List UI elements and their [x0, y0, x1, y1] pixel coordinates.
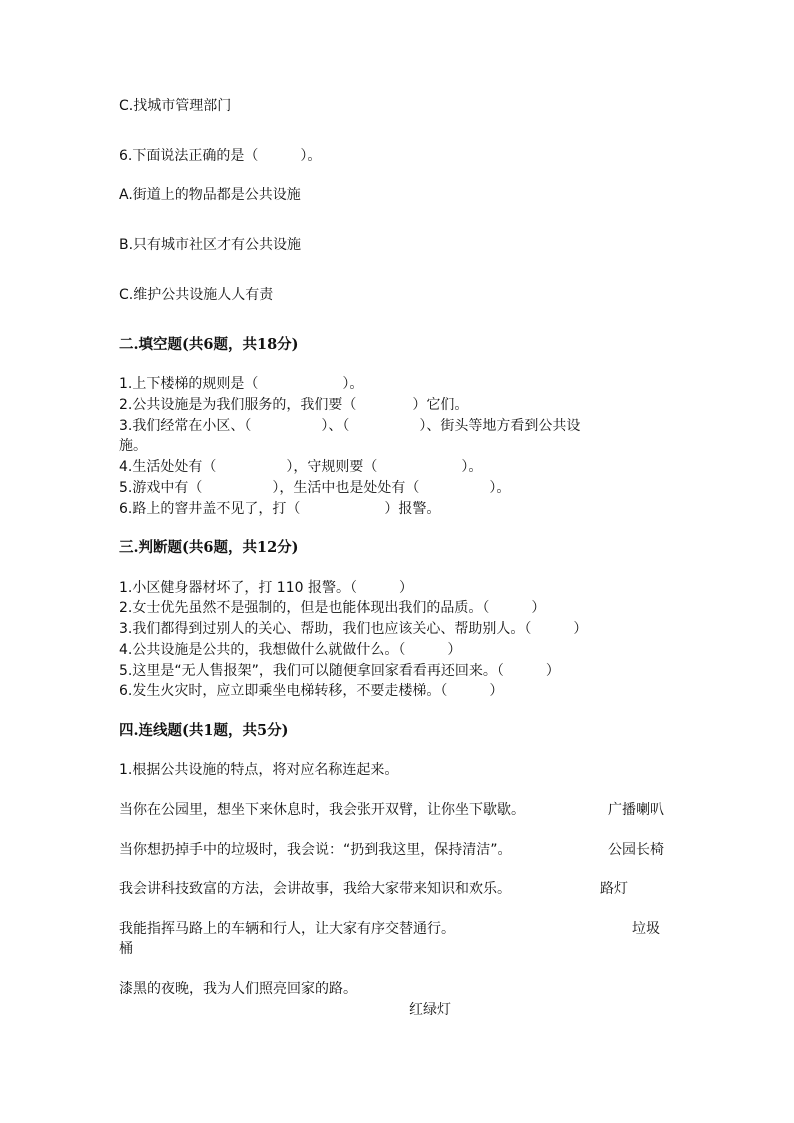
- matching-left-item: 当你在公园里，想坐下来休息时，我会张开双臂，让你坐下歇歇。: [119, 802, 525, 818]
- fill-blank-item: 5.游戏中有（ ），生活中也是处处有（ ）。: [119, 480, 511, 496]
- matching-right-item-cont: 桶: [119, 941, 133, 957]
- q6-option-c: C.维护公共设施人人有责: [119, 287, 274, 303]
- fill-blank-item: 3.我们经常在小区、（ ）、（ ）、街头等地方看到公共设: [119, 418, 581, 434]
- matching-right-item: 路灯: [600, 881, 628, 897]
- judge-item: 5.这里是“无人售报架”，我们可以随便拿回家看看再还回来。（ ）: [119, 663, 560, 679]
- fill-blank-item-cont: 施。: [119, 438, 147, 454]
- matching-instruction: 1.根据公共设施的特点，将对应名称连起来。: [119, 762, 399, 778]
- fill-blank-item: 6.路上的窨井盖不见了，打（ ）报警。: [119, 501, 441, 517]
- matching-heading: 四.连线题(共1题，共5分): [119, 722, 289, 739]
- prev-option-c: C.找城市管理部门: [119, 98, 232, 114]
- fill-blank-item: 4.生活处处有（ ），守规则要（ ）。: [119, 459, 483, 475]
- judge-item: 1.小区健身器材坏了，打 110 报警。（ ）: [119, 580, 413, 596]
- matching-right-item: 公园长椅: [608, 842, 664, 858]
- matching-right-item: 红绿灯: [409, 1002, 451, 1018]
- fill-blank-item: 2.公共设施是为我们服务的，我们要（ ）它们。: [119, 397, 469, 413]
- judge-heading: 三.判断题(共6题，共12分): [119, 539, 299, 556]
- judge-item: 3.我们都得到过别人的关心、帮助，我们也应该关心、帮助别人。（ ）: [119, 621, 588, 637]
- matching-left-item: 我能指挥马路上的车辆和行人，让大家有序交替通行。: [119, 921, 455, 937]
- matching-right-item: 广播喇叭: [608, 802, 664, 818]
- judge-item: 6.发生火灾时，应立即乘坐电梯转移，不要走楼梯。（ ）: [119, 683, 504, 699]
- fill-blank-item: 1.上下楼梯的规则是（ ）。: [119, 376, 364, 392]
- fill-blank-heading: 二.填空题(共6题，共18分): [119, 336, 299, 353]
- judge-item: 4.公共设施是公共的，我想做什么就做什么。（ ）: [119, 642, 462, 658]
- matching-right-item: 垃圾: [632, 921, 660, 937]
- q6-option-b: B.只有城市社区才有公共设施: [119, 237, 302, 253]
- q6-stem: 6.下面说法正确的是（ ）。: [119, 148, 322, 164]
- matching-left-item: 我会讲科技致富的方法，会讲故事，我给大家带来知识和欢乐。: [119, 881, 511, 897]
- judge-item: 2.女士优先虽然不是强制的，但是也能体现出我们的品质。（ ）: [119, 600, 546, 616]
- q6-option-a: A.街道上的物品都是公共设施: [119, 187, 301, 203]
- matching-left-item: 当你想扔掉手中的垃圾时，我会说：“扔到我这里，保持清洁”。: [119, 842, 512, 858]
- matching-left-item: 漆黑的夜晚，我为人们照亮回家的路。: [119, 981, 357, 997]
